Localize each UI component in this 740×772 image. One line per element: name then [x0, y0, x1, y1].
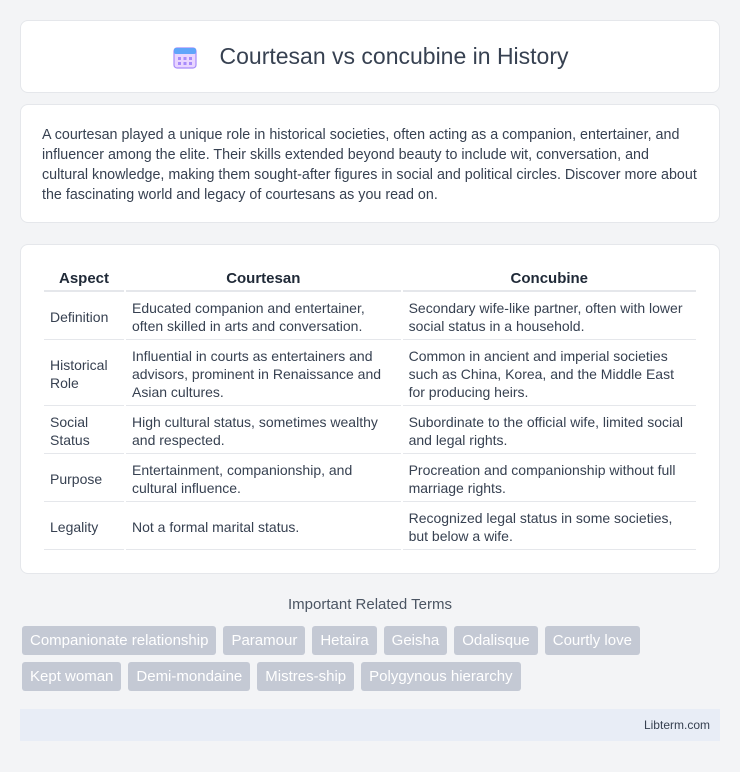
related-term-tag[interactable]: Companionate relationship	[22, 626, 216, 655]
related-term-tag[interactable]: Kept woman	[22, 662, 121, 691]
table-row	[44, 456, 696, 502]
row-concubine: Subordinate to the official wife, limited social and legal rights.	[403, 408, 696, 454]
related-term-tag[interactable]: Geisha	[384, 626, 448, 655]
related-term-tag[interactable]: Hetaira	[312, 626, 376, 655]
row-aspect: Historical Role	[44, 342, 124, 406]
calendar-icon	[172, 44, 198, 70]
row-aspect: Purpose	[44, 456, 124, 502]
table-row	[44, 408, 696, 454]
row-aspect: Social Status	[44, 408, 124, 454]
row-courtesan: Influential in courts as entertainers and advisors, prominent in Renaissance and Asian cultures.	[126, 342, 401, 406]
title-card	[20, 20, 720, 93]
table-row	[44, 342, 696, 406]
related-terms-title: Important Related Terms	[288, 596, 452, 613]
comparison-table-card	[20, 244, 720, 574]
footer	[20, 709, 720, 741]
table-row	[44, 294, 696, 340]
page-title: Courtesan vs concubine in History	[219, 43, 569, 69]
related-term-tag[interactable]: Paramour	[223, 626, 305, 655]
related-term-tag[interactable]: Polygynous hierarchy	[361, 662, 520, 691]
related-term-tag[interactable]: Courtly love	[545, 626, 640, 655]
row-aspect: Definition	[44, 294, 124, 340]
row-courtesan: High cultural status, sometimes wealthy and respected.	[126, 408, 401, 454]
row-aspect: Legality	[44, 504, 124, 550]
row-courtesan: Educated companion and entertainer, often skilled in arts and conversation.	[126, 294, 401, 340]
comparison-table	[42, 265, 698, 552]
header-concubine: Concubine	[403, 267, 696, 292]
related-term-tag[interactable]: Odalisque	[454, 626, 538, 655]
row-courtesan: Not a formal marital status.	[126, 504, 401, 550]
row-concubine: Procreation and companionship without full marriage rights.	[403, 456, 696, 502]
related-term-tag[interactable]: Demi-mondaine	[128, 662, 250, 691]
header-aspect: Aspect	[44, 267, 124, 292]
header-courtesan: Courtesan	[126, 267, 401, 292]
table-header-row	[44, 267, 696, 292]
table-row	[44, 504, 696, 550]
intro-text: A courtesan played a unique role in historical societies, often acting as a companion, entertainer, and influencer among the elite. Their skills extended beyond beauty to include wit, conversation, and cultural knowledge, making them sought-after figures in social and political circles. Discover more about the fascinating world and legacy of courtesans as you read on.	[42, 127, 697, 203]
related-term-tag[interactable]: Mistres-ship	[257, 662, 354, 691]
row-concubine: Recognized legal status in some societies, but below a wife.	[403, 504, 696, 550]
row-concubine: Common in ancient and imperial societies such as China, Korea, and the Middle East for producing heirs.	[403, 342, 696, 406]
related-terms-list	[22, 626, 722, 691]
row-concubine: Secondary wife-like partner, often with lower social status in a household.	[403, 294, 696, 340]
footer-site-link[interactable]: Libterm.com	[643, 718, 710, 732]
row-courtesan: Entertainment, companionship, and cultural influence.	[126, 456, 401, 502]
intro-card	[20, 104, 720, 223]
